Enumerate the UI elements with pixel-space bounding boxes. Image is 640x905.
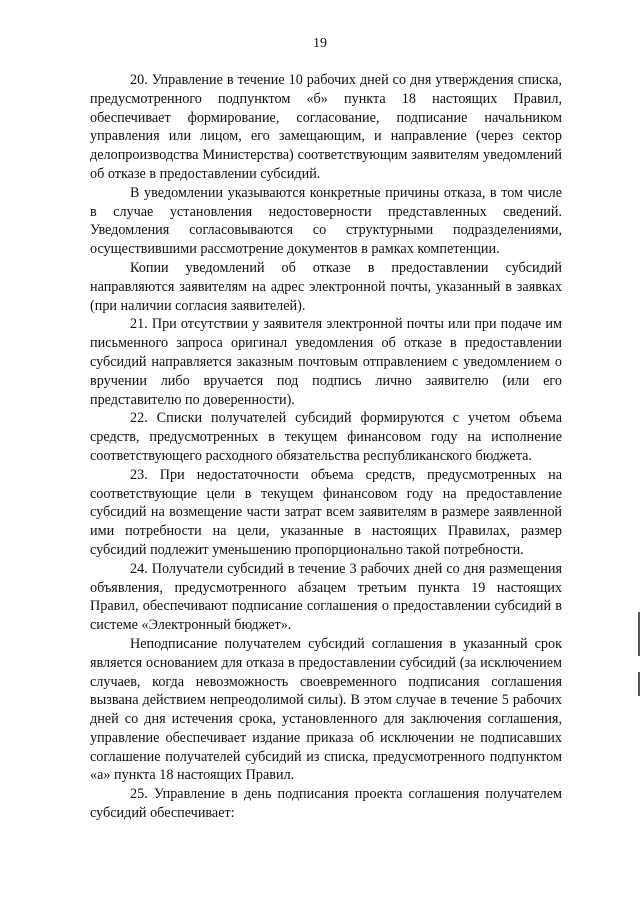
page-number: 19 bbox=[313, 36, 327, 51]
document-body bbox=[90, 71, 562, 823]
paragraph-24: 24. Получатели субсидий в течение 3 рабочих дней со дня размещения объявления, предусмотренного абзацем третьим пункта 19 настоящих Правил, обеспечивают подписание соглашения о предоставлении субсидий в системе «Электронный бюджет». bbox=[90, 560, 562, 634]
paragraph-non-signing: Неподписание получателем субсидий соглашения в указанный срок является основанием для отказа в предоставлении субсидий (за исключением случаев, когда невозможность своевременного подписания соглашения вызвана действием непреодолимой силы). В этом случае в течение 5 рабочих дней со дня истечения срока, установленного для заключения соглашения, управление обеспечивает издание приказа об исключении не подписавших соглашение получателей субсидий из списка, предусмотренного подпунктом «а» пункта 18 настоящих Правил. bbox=[90, 635, 562, 784]
paragraph-25: 25. Управление в день подписания проекта соглашения получателем субсидий обеспечивает: bbox=[90, 786, 562, 822]
paragraph-notice-copies: Копии уведомлений об отказе в предоставлении субсидий направляются заявителям на адрес электронной почты, указанный в заявках (при наличии согласия заявителей). bbox=[90, 259, 562, 314]
paragraph-notice-reasons: В уведомлении указываются конкретные причины отказа, в том числе в случае установления недостоверности представленных сведений. Уведомления согласовываются со структурными подразделениями, осуществившими рассмотрение документов в рамках компетенции. bbox=[90, 184, 562, 258]
paragraph-23: 23. При недостаточности объема средств, предусмотренных на соответствующие цели в текущем финансовом году на предоставление субсидий на возмещение части затрат всем заявителям в размере заявленной ими потребности на цели, указанные в настоящих Правилах, размер субсидий подлежит уменьшению пропорционально такой потребности. bbox=[90, 466, 562, 558]
paragraph-20: 20. Управление в течение 10 рабочих дней со дня утверждения списка, предусмотренного подпунктом «б» пункта 18 настоящих Правил, обеспечивает формирование, согласование, подписание начальником управления или лицом, его замещающим, и направление (через сектор делопроизводства Министерства) соответствующим заявителям уведомлений об отказе в предоставлении субсидий. bbox=[90, 72, 562, 182]
paragraph-21: 21. При отсутствии у заявителя электронной почты или при подаче им письменного запроса оригинал уведомления об отказе в предоставлении субсидий направляется заказным почтовым отправлением с уведомлением о вручении либо вручается под подпись лично заявителю (или его представителю по доверенности). bbox=[90, 316, 562, 408]
paragraph-22: 22. Списки получателей субсидий формируются с учетом объема средств, предусмотренных в текущем финансовом году на исполнение соответствующего расходного обязательства республиканского бюджета. bbox=[90, 410, 562, 464]
